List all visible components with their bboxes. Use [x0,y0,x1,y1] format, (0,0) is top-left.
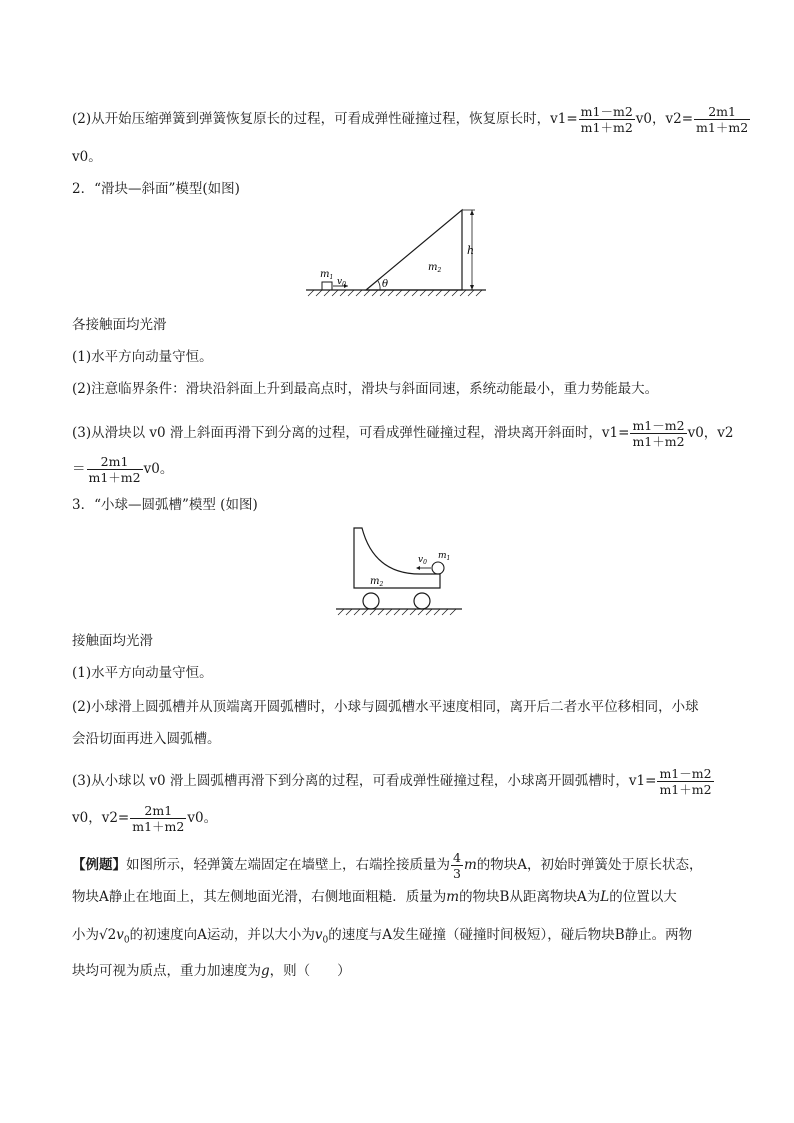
s3-intro: 接触面均光滑 [72,633,153,649]
example-l4b: ，则（ ） [269,963,351,979]
example-line-1 [72,850,703,881]
example-tag: 【例题】 [72,857,126,873]
s3-line-2b: 会沿切面再进入圆弧槽。 [72,731,221,747]
section-heading-3: 3．“小球—圆弧槽”模型 (如图) [72,497,258,513]
section-heading-2: 2．“滑块—斜面”模型(如图) [72,181,240,197]
fraction-denominator: m1＋m2 [88,470,141,485]
s3-line-1: (1)水平方向动量守恒。 [72,665,213,681]
label-v0: $v_0$ [418,555,427,566]
s2-line-4 [72,454,173,485]
subscript-0: 0 [322,935,329,946]
incline-shape [366,210,462,290]
subscript-0: 0 [123,935,130,946]
wheel-left [363,593,379,609]
var-v: v [314,927,323,943]
var-v: v [116,927,124,943]
slider-block [322,282,332,290]
fraction-denominator: 3 [453,866,461,881]
s2-line-3b: v0，v2 [687,425,734,441]
fraction-denominator: m1＋m2 [659,782,712,797]
fraction-denominator: m1＋m2 [132,819,185,834]
s2-line-1: (1)水平方向动量守恒。 [72,349,213,365]
example-l4a: 块均可视为质点，重力加速度为 [72,963,261,979]
fraction-numerator: 4 [453,850,461,865]
trough-body [354,528,440,588]
example-l3b: 的初速度向A运动，并以大小为 [129,927,315,943]
label-m1: $m_1$ [320,269,334,281]
s3-line-3 [72,766,715,797]
p1-end: v0。 [72,149,102,165]
example-l2c: 的位置以大 [609,889,677,905]
label-m1: $m_1$ [438,551,451,562]
example-l1b: 的物块A，初始时弹簧处于原长状态， [476,857,703,873]
fraction-v2 [87,454,143,485]
example-l3a: 小为 [72,927,99,943]
s2-line-4a: ＝ [72,461,86,477]
s3-line-3a: (3)从小球以 v0 滑上圆弧槽再滑下到分离的过程，可看成弹性碰撞过程，小球离开圆弧槽时，v1= [72,773,657,789]
p1-text: (2)从开始压缩弹簧到弹簧恢复原长的过程，可看成弹性碰撞过程，恢复原长时，v1= [72,111,578,127]
var-g: g [261,963,270,979]
fraction-numerator: m1－m2 [659,766,712,781]
s2-line-2: (2)注意临界条件：滑块沿斜面上升到最高点时，滑块与斜面同速，系统动能最小，重力势能最大。 [72,381,659,397]
fraction-v1 [657,766,713,797]
fraction-v1 [630,418,686,449]
s3-line-2a: (2)小球滑上圆弧槽并从顶端离开圆弧槽时，小球与圆弧槽水平速度相同，离开后二者水平位移相同，小球 [72,699,699,715]
label-m2: $m_2$ [428,262,442,274]
wheel-right [414,593,430,609]
slider-incline-figure [300,204,490,298]
fraction-denominator: m1＋m2 [696,120,749,135]
label-theta: θ [382,279,389,290]
s2-line-3 [72,418,734,449]
example-l3c: 的速度与A发生碰撞（碰撞时间极短），碰后物块B静止。两物 [328,927,693,943]
fraction-numerator: m1－m2 [632,418,685,433]
fraction-numerator: 2m1 [144,803,173,818]
p1-mid: v0，v2= [635,111,694,127]
var-m: m [446,889,460,905]
fraction-numerator: 2m1 [100,454,129,469]
example-l2a: 物块A静止在地面上，其左侧地面光滑，右侧地面粗糙．质量为 [72,889,447,905]
label-m2: $m_2$ [370,576,384,588]
fraction-denominator: m1＋m2 [580,120,633,135]
fraction-denominator: m1＋m2 [632,434,685,449]
s3-line-4b: v0。 [187,810,218,826]
example-line-4 [72,962,351,980]
var-L: L [600,889,610,905]
s2-line-3a: (3)从滑块以 v0 滑上斜面再滑下到分离的过程，可看成弹性碰撞过程，滑块离开斜面时，v1= [72,425,630,441]
label-h: h [467,244,475,257]
ball [432,562,444,574]
fraction-v2 [130,803,186,834]
fraction-numerator: m1－m2 [580,104,633,119]
example-l2b: 的物块B从距离物块A为 [459,889,601,905]
sqrt-two: √2 [99,927,117,943]
fraction-v1 [579,104,635,135]
s3-line-4 [72,803,217,834]
p1-line [72,104,751,135]
s2-intro: 各接触面均光滑 [72,317,167,333]
fraction-numerator: 2m1 [708,104,736,119]
fraction-mass-a [451,850,463,881]
label-v0: $v_0$ [337,277,346,288]
example-l1a: 如图所示，轻弹簧左端固定在墙壁上，右端拴接质量为 [126,857,450,873]
example-line-2 [72,888,677,906]
example-line-3 [72,926,692,950]
ball-arc-trough-figure [334,522,464,620]
fraction-v2 [694,104,750,135]
s3-line-4a: v0，v2= [72,810,130,826]
var-m: m [463,857,477,873]
s2-line-4b: v0。 [143,461,174,477]
